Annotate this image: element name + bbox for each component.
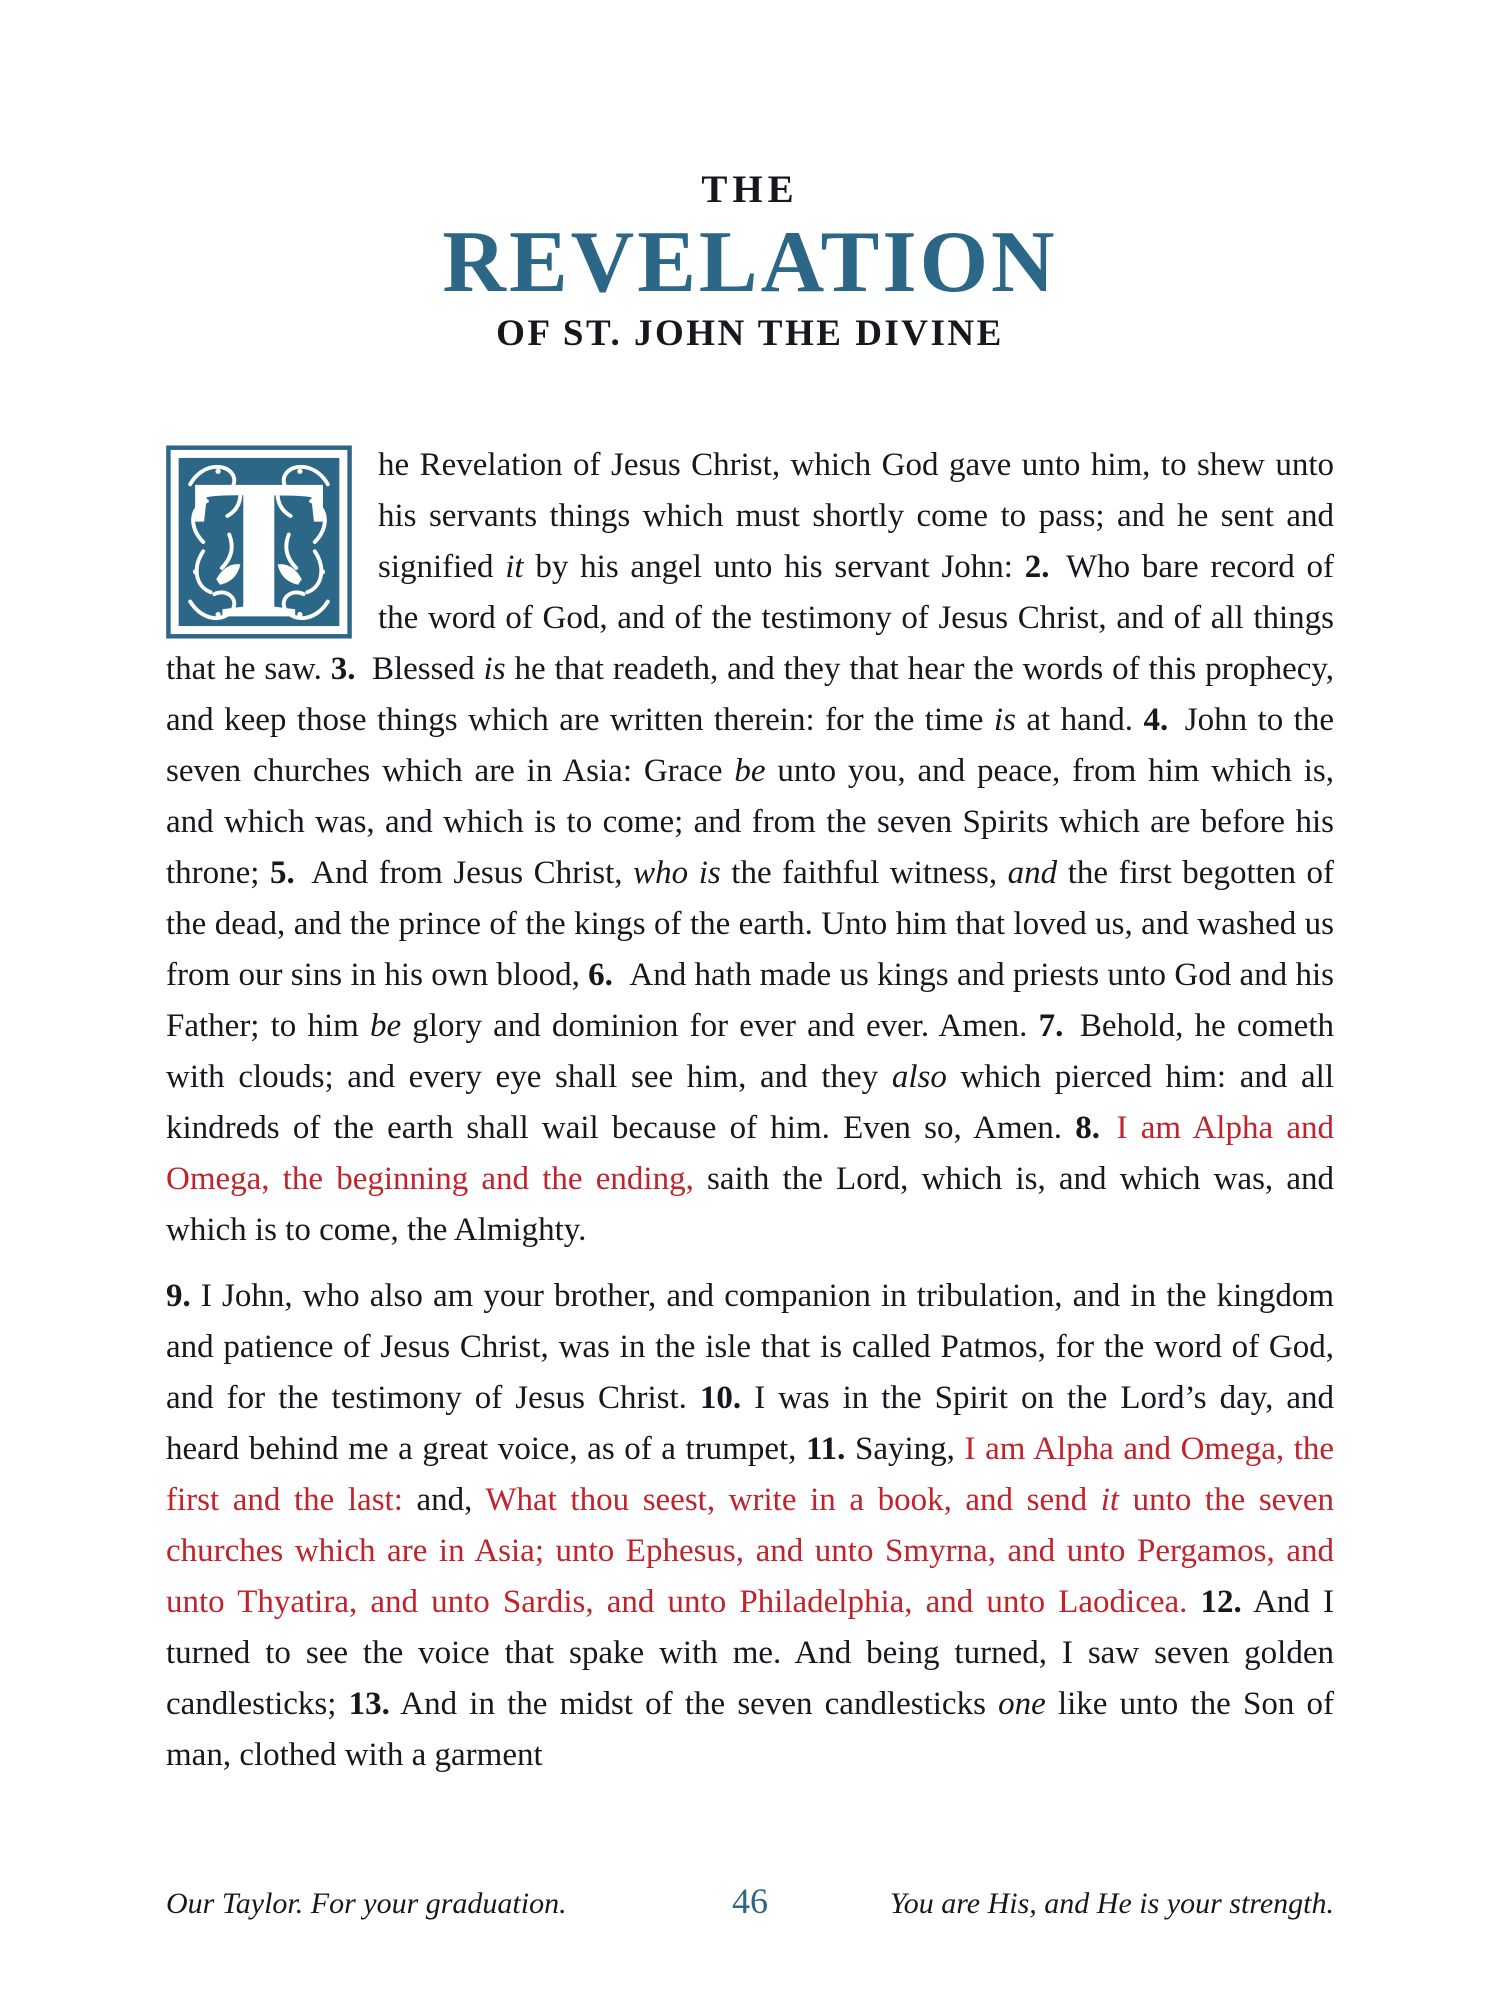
scripture-text xyxy=(166,440,1343,1781)
page-number: 46 xyxy=(732,1881,768,1921)
verse-paragraph xyxy=(166,440,1343,1256)
page-subtitle: OF ST. JOHN THE DIVINE xyxy=(496,313,1004,354)
paragraph-runs: 9. I John, who also am your brother, and companion in tribulation, and in the kingdom and patience of Jesus Christ, was in the isle that is called Patmos, for the word of God, and for the testimony of Jesus Christ. 10. I was in the Spirit on the Lord’s day, and heard behind me a great voice, as of a trumpet, 11. Saying, I am Alpha and Omega, the first and the last: and, What thou seest, write in a book, and send it unto the seven churches which are in Asia; unto Ephesus, and unto Smyrna, and unto Pergamos, and unto Thyatira, and unto Sardis, and unto Philadelphia, and unto Laodicea. 12. And I turned to see the voice that spake with me. And being turned, I saw seven golden candlesticks; 13. And in the midst of the seven candlesticks one like unto the Son of man, clothed with a garment xyxy=(166,1278,1343,1773)
page-title: REVELATION xyxy=(442,214,1058,311)
drop-cap-letter: T xyxy=(192,444,326,640)
header-kicker: THE xyxy=(701,168,799,211)
ornamental-initial-icon xyxy=(166,444,352,640)
verse-paragraph xyxy=(166,1271,1343,1781)
footer-dedication-right: You are His, and He is your strength. xyxy=(889,1887,1334,1920)
page-footer xyxy=(166,1880,1334,1922)
chapter-header xyxy=(166,0,1334,352)
drop-cap-ornament xyxy=(166,444,352,640)
paragraph-runs: he Revelation of Jesus Christ, which God gave unto him, to shew unto his servants things which must shortly come to pass; and he sent and signified it by his angel unto his servant John: 2. Who bare record of the word of God, and of the testimony of Jesus Christ, and of all things that he saw. 3. Blessed is he that readeth, and they that hear the words of this prophecy, and keep those things which are written therein: for the time is at hand. 4. John to the seven churches which are in Asia: Grace be unto you, and peace, from him which is, and which was, and which is to come; and from the seven Spirits which are before his throne; 5. And from Jesus Christ, who is the faithful witness, and the first begotten of the dead, and the prince of the kings of the earth. Unto him that loved us, and washed us from our sins in his own blood, 6. And hath made us kings and priests unto God and his Father; to him be glory and dominion for ever and ever. Amen. 7. Behold, he cometh with clouds; and every eye shall see him, and they also which pierced him: and all kindreds of the earth shall wail because of him. Even so, Amen. 8. I am Alpha and Omega, the beginning and the ending, saith the Lord, which is, and which was, and which is to come, the Almighty. xyxy=(166,447,1343,1248)
footer-dedication-left: Our Taylor. For your graduation. xyxy=(166,1887,567,1920)
